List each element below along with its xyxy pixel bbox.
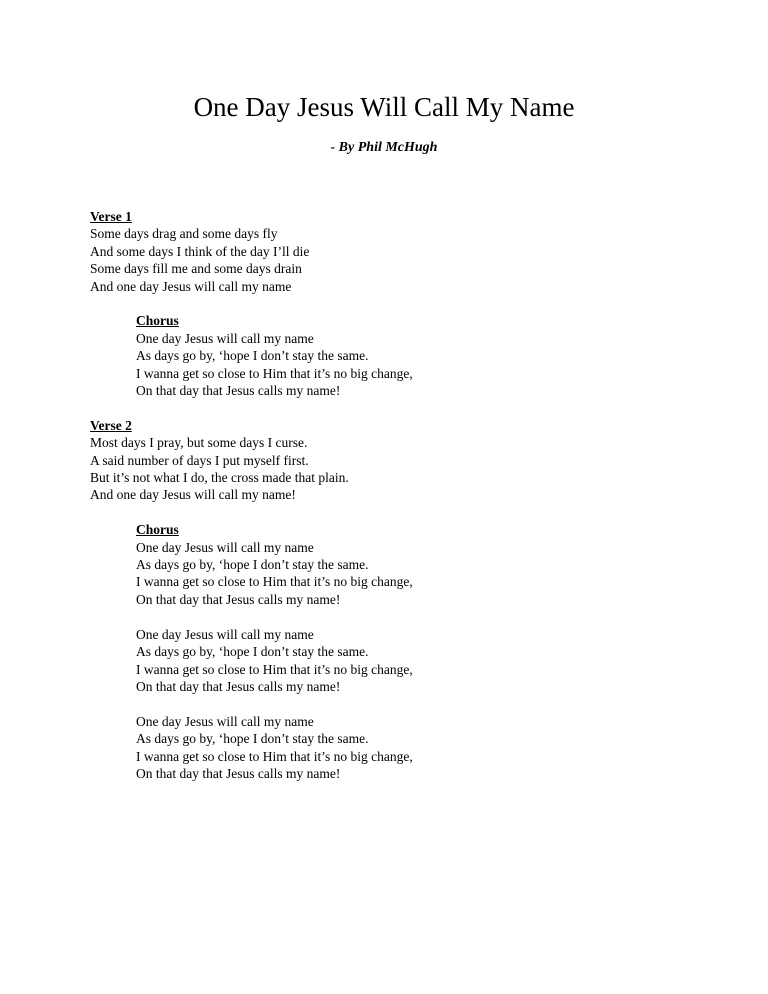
lyric-block-chorus bbox=[90, 521, 730, 608]
lyric-block-repeat bbox=[90, 626, 730, 696]
lyric-line: On that day that Jesus calls my name! bbox=[136, 591, 341, 607]
lyric-line: On that day that Jesus calls my name! bbox=[136, 383, 341, 399]
section-heading: Chorus bbox=[136, 522, 179, 538]
lyric-line: One day Jesus will call my name bbox=[136, 713, 314, 729]
lyric-line: Some days drag and some days fly bbox=[90, 226, 278, 242]
lyric-line: I wanna get so close to Him that it’s no big change, bbox=[136, 748, 413, 764]
lyric-block-verse-2 bbox=[90, 417, 730, 504]
lyric-line: I wanna get so close to Him that it’s no big change, bbox=[136, 574, 413, 590]
lyric-line: As days go by, ‘hope I don’t stay the same. bbox=[136, 644, 369, 660]
lyric-line: As days go by, ‘hope I don’t stay the same. bbox=[136, 557, 369, 573]
section-heading: Chorus bbox=[136, 313, 179, 329]
lyric-line: One day Jesus will call my name bbox=[136, 626, 314, 642]
lyrics-body bbox=[90, 208, 730, 782]
page-title: One Day Jesus Will Call My Name bbox=[193, 92, 575, 122]
section-heading: Verse 2 bbox=[90, 417, 132, 433]
lyric-line: On that day that Jesus calls my name! bbox=[136, 765, 341, 781]
lyric-line: And one day Jesus will call my name! bbox=[90, 487, 296, 503]
lyric-line: One day Jesus will call my name bbox=[136, 330, 314, 346]
lyric-line: I wanna get so close to Him that it’s no big change, bbox=[136, 365, 413, 381]
lyric-line: Some days fill me and some days drain bbox=[90, 261, 302, 277]
lyric-line: As days go by, ‘hope I don’t stay the same. bbox=[136, 348, 369, 364]
lyric-block-repeat bbox=[90, 713, 730, 783]
lyric-block-verse-1 bbox=[90, 208, 730, 295]
lyric-line: But it’s not what I do, the cross made that plain. bbox=[90, 470, 349, 486]
lyric-line: Most days I pray, but some days I curse. bbox=[90, 435, 308, 451]
lyric-line: And one day Jesus will call my name bbox=[90, 278, 292, 294]
lyric-block-chorus bbox=[90, 312, 730, 399]
author-byline: - By Phil McHugh bbox=[330, 140, 438, 155]
section-heading: Verse 1 bbox=[90, 209, 132, 224]
lyric-line: On that day that Jesus calls my name! bbox=[136, 678, 341, 694]
lyric-line: I wanna get so close to Him that it’s no big change, bbox=[136, 661, 413, 677]
lyric-line: One day Jesus will call my name bbox=[136, 539, 314, 555]
lyric-line: As days go by, ‘hope I don’t stay the same. bbox=[136, 731, 369, 747]
lyric-line: A said number of days I put myself first. bbox=[90, 452, 309, 468]
lyric-line: And some days I think of the day I’ll die bbox=[90, 243, 310, 259]
